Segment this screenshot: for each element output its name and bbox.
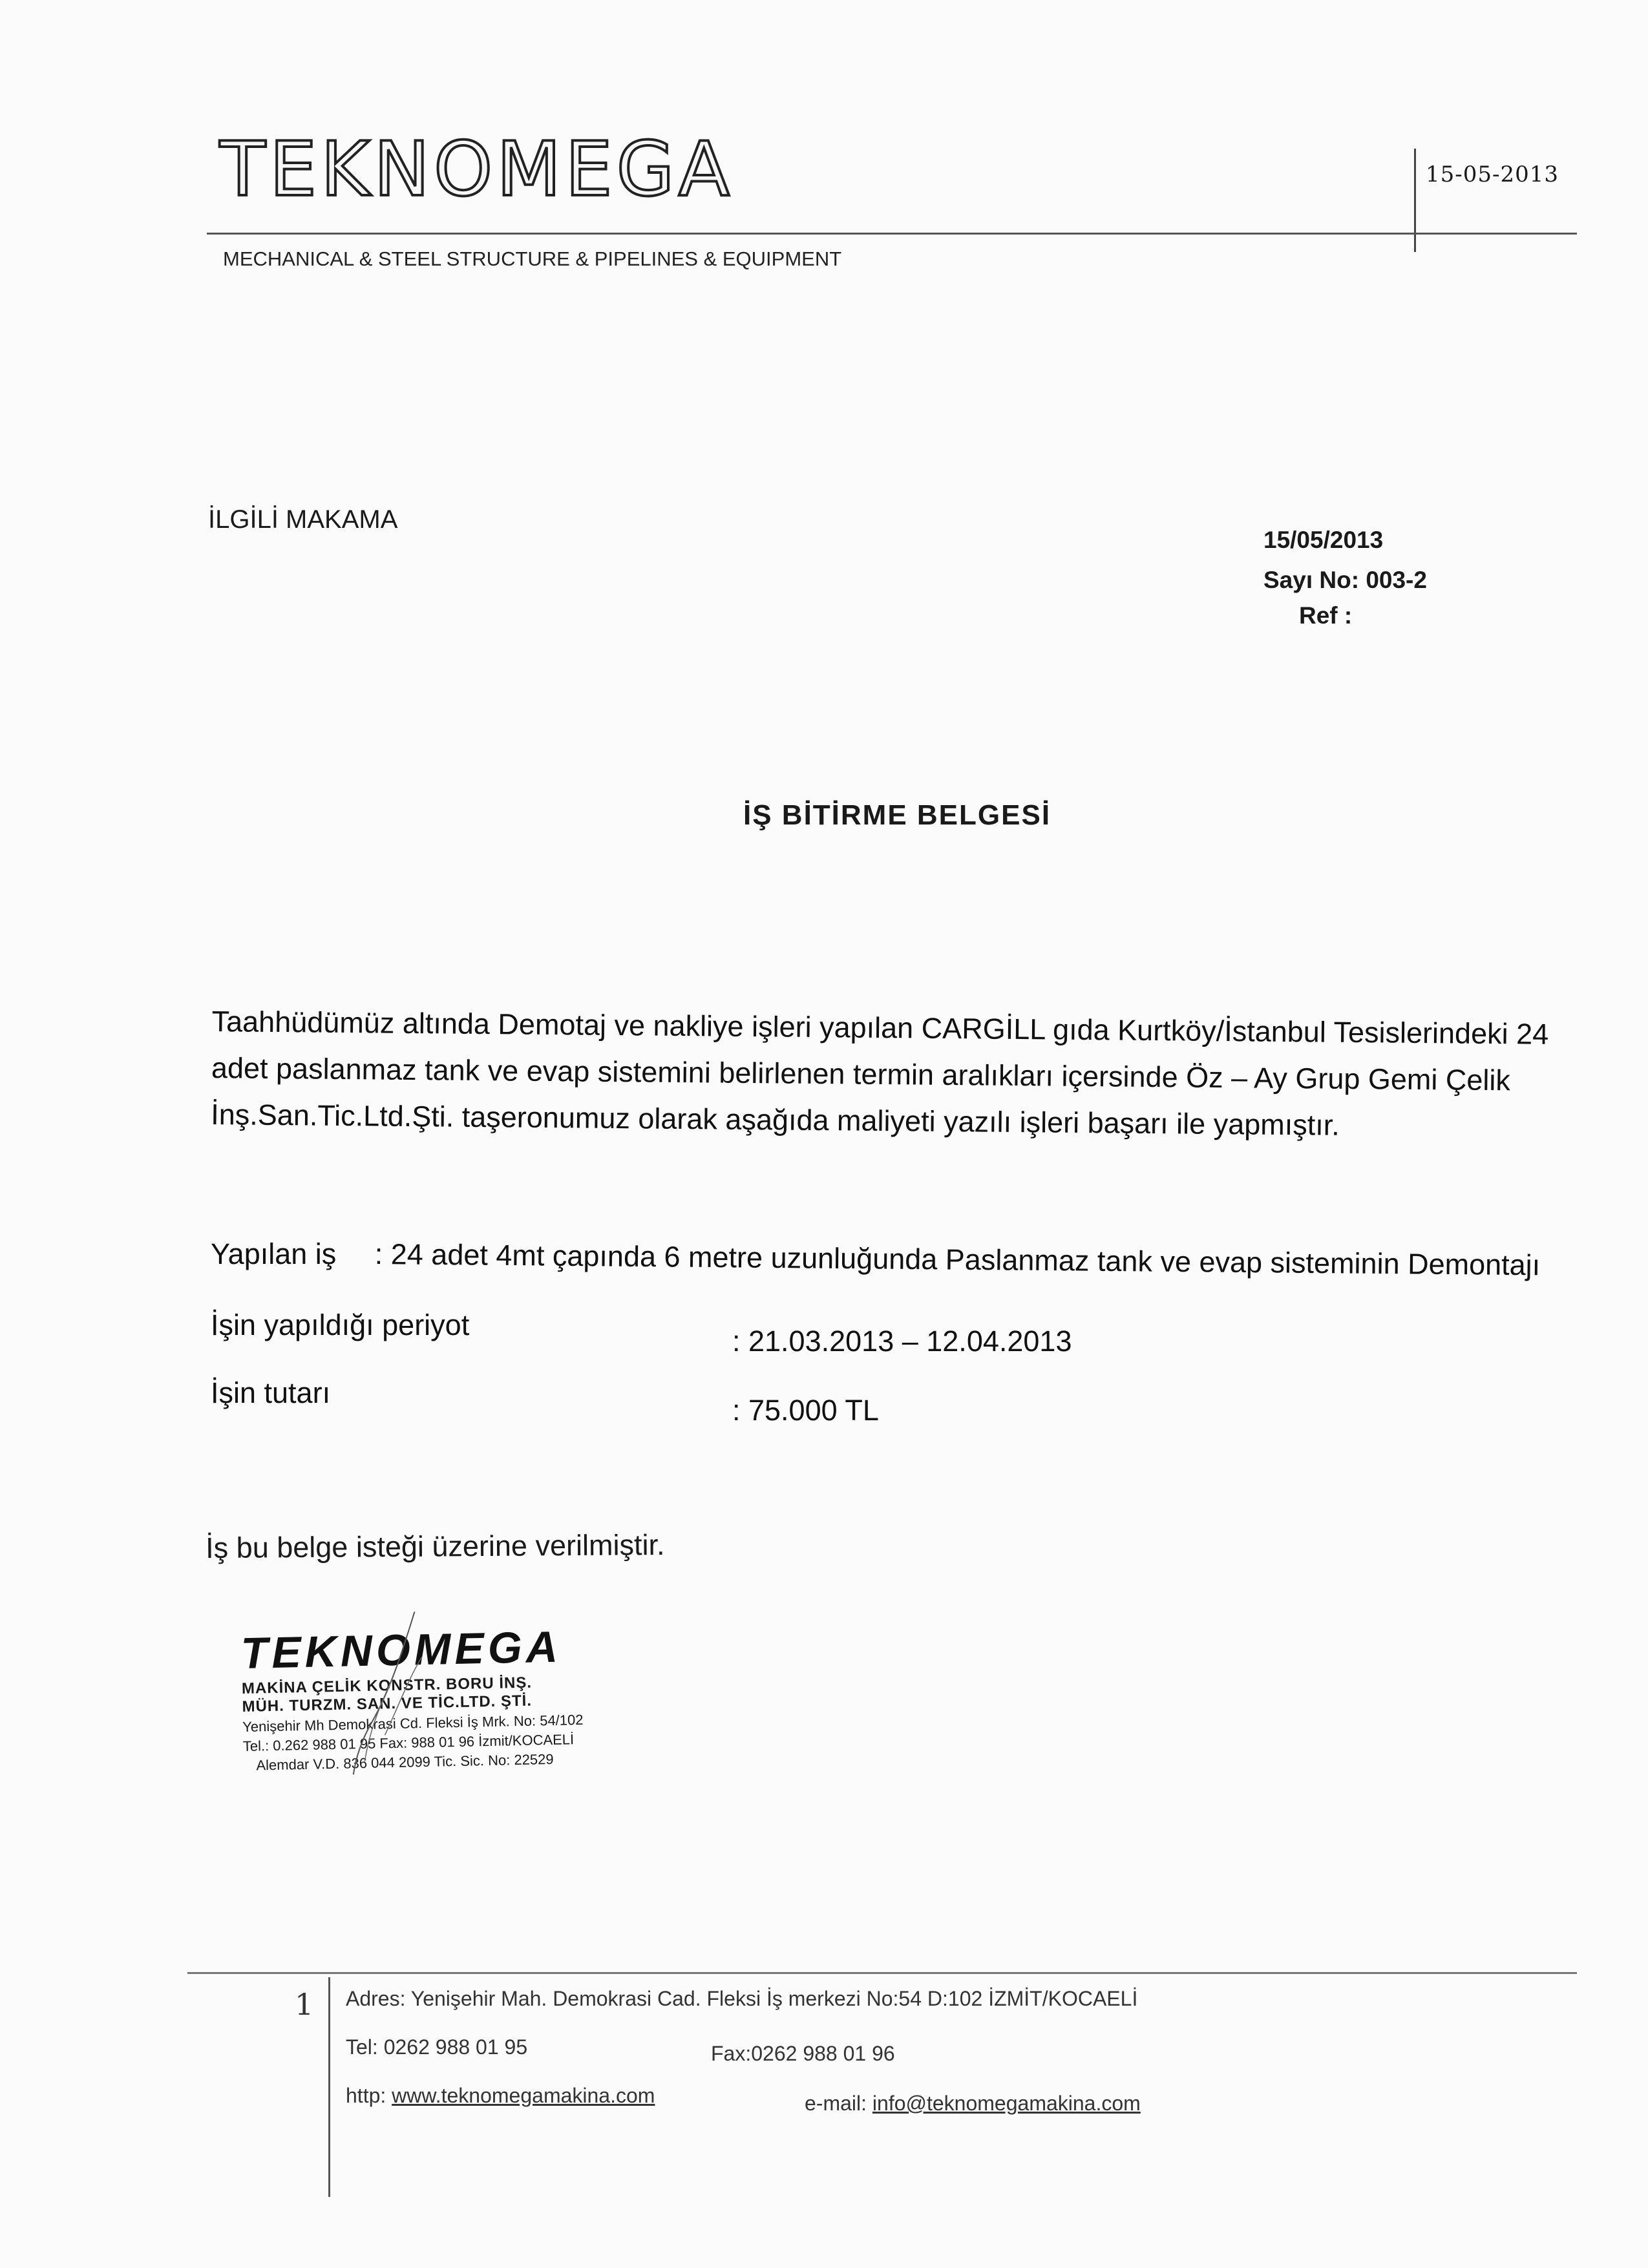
company-tagline: MECHANICAL & STEEL STRUCTURE & PIPELINES & EQUIPMENT [223,247,842,270]
letter-date: 15/05/2013 [1263,527,1384,553]
stamp-line: Tel.: 0.262 988 01 95 Fax: 988 01 96 İzmit/KOCAELİ [242,1731,575,1754]
email-link[interactable]: info@teknomegamakina.com [872,2092,1141,2115]
header-divider [207,233,1577,235]
stamp-line: Yenişehir Mh Demokrasi Cd. Fleksi İş Mrk. No: 54/102 [242,1711,584,1735]
work-value: : 24 adet 4mt çapında 6 metre uzunluğunda Paslanmaz tank ve evap sisteminin Demontajı [374,1237,1541,1282]
amount-label: İşin tutarı [211,1376,331,1409]
document-title: İŞ BİTİRME BELGESİ [743,799,1051,831]
period-value: : 21.03.2013 – 12.04.2013 [732,1325,1072,1358]
reference-number: Sayı No: 003-2 [1263,567,1427,593]
amount-value: : 75.000 TL [732,1394,879,1427]
company-stamp [240,1620,632,1809]
footer-divider [187,1972,1577,1974]
footer-http-label: http: [346,2084,392,2107]
footer-fax: Fax:0262 988 01 96 [711,2042,895,2065]
footer-divider-vertical [328,1977,330,2197]
stamp-logo: TEKNOMEGA [240,1622,562,1678]
page-number: 1 [295,1987,314,2022]
footer-email-line [805,2092,1141,2116]
footer-tel: Tel: 0262 988 01 95 [346,2035,528,2059]
company-logo: TEKNOMEGA [220,126,734,213]
closing-statement: İş bu belge isteği üzerine verilmiştir. [206,1528,665,1564]
header-date: 15-05-2013 [1426,162,1559,187]
addressee: İLGİLİ MAKAMA [208,505,398,534]
body-paragraph: Taahhüdümüz altında Demotaj ve nakliye işleri yapılan CARGİLL gıda Kurtköy/İstanbul Tesislerindeki 24 adet paslanmaz tank ve evap sistemini belirlenen termin aralıkları içersinde Öz – Ay Grup Gemi Çelik İnş.San.Tic.Ltd.Şti. taşeronumuz olarak aşağıda maliyeti yazılı işleri başarı ile yapmıştır. [211,1004,1549,1142]
footer-address: Adres: Yenişehir Mah. Demokrasi Cad. Fleksi İş merkezi No:54 D:102 İZMİT/KOCAELİ [346,1987,1138,2010]
header-divider-vertical [1414,149,1416,252]
signature-icon [291,1597,489,1795]
stamp-line: MÜH. TURZM. SAN. VE TİC.LTD. ŞTİ. [242,1692,533,1716]
work-label: Yapılan iş [211,1237,337,1270]
footer-email-label: e-mail: [805,2092,872,2115]
reference-label: Ref : [1299,602,1353,629]
footer-website-line [346,2084,655,2108]
stamp-line: MAKİNA ÇELİK KONSTR. BORU İNŞ. [241,1674,533,1697]
website-link[interactable]: www.teknomegamakina.com [392,2084,655,2107]
stamp-line: Alemdar V.D. 836 044 2099 Tic. Sic. No: 22529 [256,1750,554,1774]
period-label: İşin yapıldığı periyot [211,1308,470,1341]
